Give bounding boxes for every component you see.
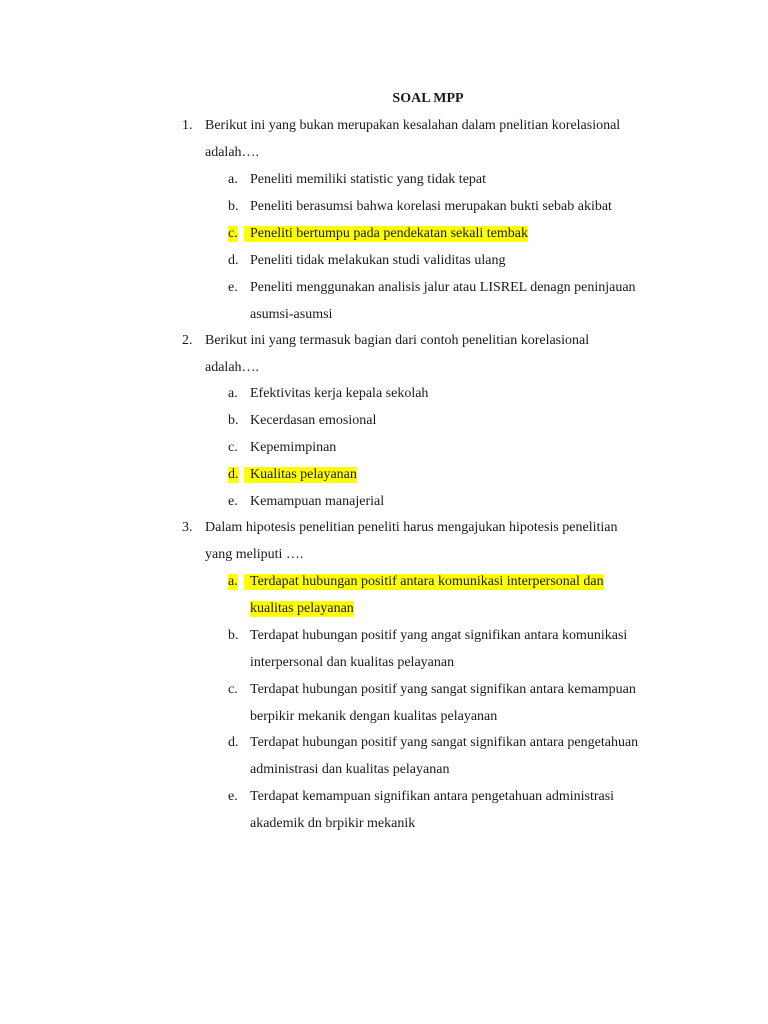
option-text-highlighted: Terdapat hubungan positif antara komunikasi interpersonal dan bbox=[244, 574, 604, 590]
question-number: 1. bbox=[182, 118, 193, 133]
option-letter: a. bbox=[228, 386, 238, 401]
option-letter: b. bbox=[228, 199, 239, 214]
option-text: Peneliti menggunakan analisis jalur atau LISREL denagn peninjauan bbox=[250, 280, 636, 295]
option-letter: a. bbox=[228, 172, 238, 187]
option-letter: b. bbox=[228, 628, 239, 643]
document-title: SOAL MPP bbox=[392, 91, 464, 106]
option-letter-highlighted: c. bbox=[228, 226, 238, 241]
option-letter: e. bbox=[228, 494, 238, 509]
option-letter: d. bbox=[228, 735, 239, 750]
option-text: asumsi-asumsi bbox=[250, 307, 333, 322]
option-text: Peneliti tidak melakukan studi validitas ulang bbox=[250, 253, 506, 268]
option-letter-highlighted: a. bbox=[228, 574, 238, 589]
question-number: 3. bbox=[182, 520, 193, 535]
option-text: interpersonal dan kualitas pelayanan bbox=[250, 655, 455, 670]
option-text-highlighted: kualitas pelayanan bbox=[250, 601, 354, 616]
option-letter-highlighted: d. bbox=[228, 467, 239, 482]
option-text: Terdapat hubungan positif yang sangat signifikan antara pengetahuan bbox=[250, 735, 639, 750]
question-text-line: yang meliputi …. bbox=[205, 547, 304, 562]
option-letter: d. bbox=[228, 253, 239, 268]
option-text: Kepemimpinan bbox=[250, 440, 337, 455]
option-text: Terdapat hubungan positif yang angat signifikan antara komunikasi bbox=[250, 628, 628, 643]
option-text: Terdapat hubungan positif yang sangat signifikan antara kemampuan bbox=[250, 682, 636, 697]
option-text: administrasi dan kualitas pelayanan bbox=[250, 762, 450, 777]
option-letter: b. bbox=[228, 413, 239, 428]
question-text-line: Berikut ini yang termasuk bagian dari contoh penelitian korelasional bbox=[205, 333, 590, 348]
question-number: 2. bbox=[182, 333, 193, 348]
option-text: akademik dn brpikir mekanik bbox=[250, 816, 416, 831]
option-letter: e. bbox=[228, 280, 238, 295]
option-text: Peneliti memiliki statistic yang tidak tepat bbox=[250, 172, 487, 187]
option-text: Peneliti berasumsi bahwa korelasi merupakan bukti sebab akibat bbox=[250, 199, 612, 214]
option-text: berpikir mekanik dengan kualitas pelayanan bbox=[250, 709, 498, 724]
option-text: Efektivitas kerja kepala sekolah bbox=[250, 386, 429, 401]
option-letter: c. bbox=[228, 682, 238, 697]
option-text: Terdapat kemampuan signifikan antara pengetahuan administrasi bbox=[250, 789, 615, 804]
question-text-line: Berikut ini yang bukan merupakan kesalahan dalam pnelitian korelasional bbox=[205, 118, 621, 133]
question-text-line: adalah…. bbox=[205, 360, 260, 375]
option-text-highlighted: Peneliti bertumpu pada pendekatan sekali tembak bbox=[244, 226, 528, 242]
question-text-line: Dalam hipotesis penelitian peneliti harus mengajukan hipotesis penelitian bbox=[205, 520, 618, 535]
option-text-highlighted: Kualitas pelayanan bbox=[244, 467, 357, 483]
option-letter: c. bbox=[228, 440, 238, 455]
question-text-line: adalah…. bbox=[205, 145, 260, 160]
option-letter: e. bbox=[228, 789, 238, 804]
option-text: Kecerdasan emosional bbox=[250, 413, 377, 428]
option-text: Kemampuan manajerial bbox=[250, 494, 385, 509]
